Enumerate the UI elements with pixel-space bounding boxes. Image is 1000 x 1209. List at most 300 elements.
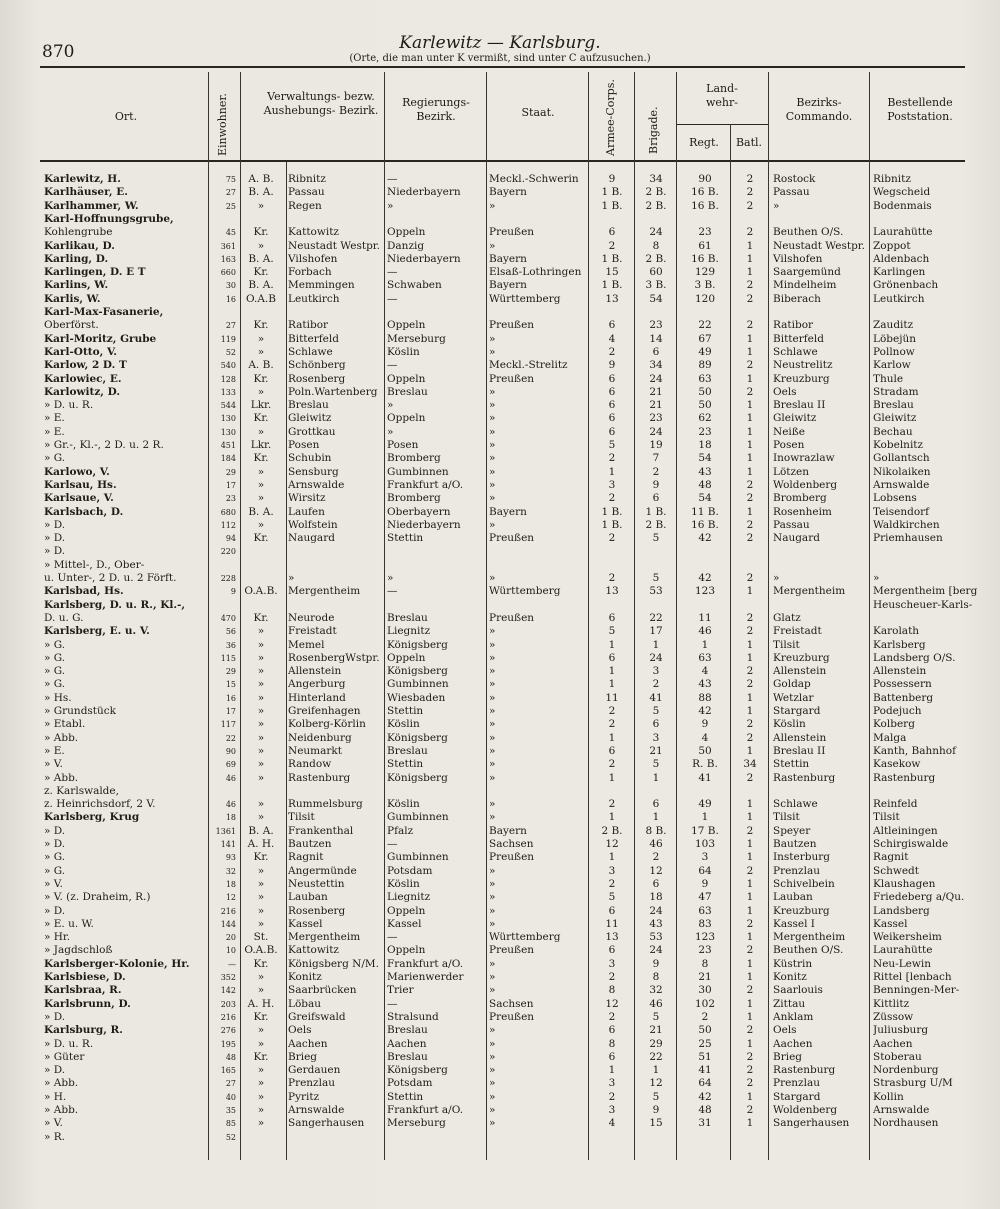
state: » — [489, 718, 496, 731]
government-district: Oppeln — [387, 904, 426, 917]
post-station: Priemhausen — [873, 532, 943, 545]
brigade: 53 — [649, 585, 663, 598]
header-verwaltung: Verwaltungs- bezw. Aushebungs- Bezirk. — [263, 90, 379, 117]
district-command: Küstrin — [773, 957, 813, 970]
inhabitants: 195 — [220, 1039, 236, 1049]
district-command: Mindelheim — [773, 279, 837, 292]
inhabitants: 27 — [225, 321, 236, 331]
place-name: Karlsbrunn, D. — [44, 997, 131, 1010]
post-station: Allenstein — [873, 665, 927, 678]
place-name: Karlsberg, D. u. R., Kl.-, — [44, 598, 186, 611]
state: » — [489, 465, 496, 478]
administrative-district: Laufen — [288, 505, 325, 518]
state: Bayern — [489, 824, 527, 837]
brigade: 41 — [649, 691, 663, 704]
district-type: » — [257, 425, 265, 438]
landwehr-battalion: 2 — [746, 1104, 754, 1116]
landwehr-regiment: 49 — [698, 798, 712, 811]
post-station: Tilsit — [873, 811, 900, 824]
administrative-district: Tilsit — [288, 811, 315, 824]
district-command: Stargard — [773, 1090, 821, 1103]
brigade: 60 — [649, 266, 663, 279]
landwehr-regiment: 61 — [698, 239, 712, 252]
state: » — [489, 638, 496, 651]
brigade: 46 — [649, 997, 663, 1010]
landwehr-battalion: 1 — [746, 651, 754, 664]
place-name: » D. — [44, 518, 66, 531]
brigade: 5 — [652, 1010, 660, 1023]
landwehr-battalion: 1 — [746, 971, 754, 983]
landwehr-regiment: 50 — [698, 399, 712, 412]
district-type: » — [257, 1037, 265, 1050]
brigade: 32 — [649, 984, 663, 997]
state: » — [489, 984, 496, 997]
landwehr-battalion: 2 — [746, 186, 754, 199]
army-corps: 2 — [608, 798, 616, 811]
post-station: Benningen-Mer- — [873, 984, 960, 997]
inhabitants: 35 — [225, 1106, 236, 1115]
government-district: Stettin — [387, 758, 424, 771]
landwehr-regiment: 41 — [698, 1064, 712, 1077]
inhabitants: 69 — [225, 760, 236, 770]
government-district: Frankfurt a/O. — [387, 957, 464, 970]
district-command: Bromberg — [773, 492, 827, 505]
landwehr-battalion: 1 — [746, 838, 754, 850]
landwehr-battalion: 2 — [746, 771, 754, 784]
post-station: Altleiningen — [873, 824, 938, 837]
administrative-district: Arnswalde — [288, 478, 345, 491]
district-type: » — [257, 891, 265, 904]
landwehr-regiment: 17 B. — [691, 824, 719, 837]
state: » — [489, 1104, 496, 1116]
district-type: » — [257, 518, 265, 531]
inhabitants: — — [228, 959, 236, 969]
state: » — [489, 572, 496, 584]
post-station: Aldenbach — [873, 252, 930, 265]
district-command: Neustrelitz — [773, 359, 833, 372]
army-corps: 1 — [608, 638, 616, 651]
brigade: 1 B. — [645, 505, 667, 518]
district-type: Kr. — [253, 266, 269, 279]
district-command: Posen — [773, 439, 805, 451]
state: Preußen — [489, 611, 535, 624]
army-corps: 8 — [608, 1037, 616, 1050]
landwehr-battalion: 2 — [746, 478, 754, 491]
place-name: Kohlengrube — [44, 226, 113, 239]
district-command: Neiße — [773, 425, 805, 438]
government-district: — — [387, 931, 398, 944]
inhabitants: 216 — [220, 1012, 236, 1022]
district-type: » — [257, 651, 265, 664]
administrative-district: Saarbrücken — [288, 984, 357, 997]
government-district: Merseburg — [387, 1117, 446, 1130]
landwehr-battalion: 1 — [746, 266, 754, 279]
state: » — [489, 239, 496, 252]
army-corps: 3 — [608, 864, 616, 877]
landwehr-regiment: 42 — [698, 1090, 712, 1103]
brigade: 9 — [652, 478, 660, 491]
brigade: 24 — [649, 651, 663, 664]
state: Preußen — [489, 532, 535, 545]
brigade: 12 — [649, 864, 663, 877]
district-command: Passau — [773, 518, 810, 531]
district-type: » — [257, 199, 265, 212]
landwehr-regiment: R. B. — [692, 758, 718, 771]
place-name: » Abb. — [44, 1077, 79, 1090]
post-station: Karlingen — [873, 266, 926, 279]
government-district: Stettin — [387, 705, 424, 717]
landwehr-regiment: 50 — [698, 744, 712, 757]
header-ort: Ort. — [114, 110, 138, 123]
post-station: Pollnow — [873, 345, 915, 358]
inhabitants: 29 — [225, 467, 236, 477]
landwehr-battalion: 2 — [746, 917, 754, 930]
brigade: 2 — [652, 465, 660, 478]
landwehr-regiment: 120 — [694, 292, 716, 305]
inhabitants: 9 — [230, 587, 236, 597]
government-district: — — [387, 292, 398, 305]
inhabitants: 216 — [220, 906, 236, 916]
district-command: Stargard — [773, 705, 821, 717]
army-corps: 15 — [605, 266, 619, 279]
state: » — [489, 492, 496, 505]
post-station: Reinfeld — [873, 798, 918, 811]
inhabitants: 115 — [220, 653, 236, 663]
inhabitants: 18 — [225, 879, 236, 889]
place-name: Karl-Max-Fasanerie, — [44, 306, 164, 318]
place-name: » D. — [44, 532, 66, 545]
landwehr-battalion: 34 — [743, 758, 757, 771]
administrative-district: Löbau — [288, 997, 322, 1010]
district-command: Speyer — [773, 824, 811, 837]
landwehr-regiment: 46 — [698, 625, 712, 638]
place-name: » Abb. — [44, 771, 79, 784]
post-station: Thule — [873, 372, 904, 385]
place-name: » D. — [44, 838, 66, 850]
brigade: 23 — [649, 412, 663, 425]
state: » — [489, 1117, 496, 1130]
government-district: » — [387, 199, 394, 212]
landwehr-battalion: 2 — [746, 492, 754, 505]
district-type: » — [257, 864, 265, 877]
district-command: Neustadt Westpr. — [773, 239, 865, 252]
landwehr-battalion: 2 — [746, 532, 754, 545]
army-corps: 6 — [608, 399, 616, 412]
header-regierung: Regierungs- Bezirk. — [402, 96, 470, 123]
administrative-district: Neustadt Westpr. — [288, 239, 380, 252]
district-command: Inowrazlaw — [773, 452, 835, 465]
place-name: » Grundstück — [44, 705, 117, 717]
state: Preußen — [489, 1010, 535, 1023]
district-command: Schlawe — [773, 345, 818, 358]
landwehr-battalion: 1 — [746, 811, 754, 824]
army-corps: 2 — [608, 1010, 616, 1023]
landwehr-regiment: 1 — [701, 638, 709, 651]
place-name: Karl-Otto, V. — [44, 345, 117, 358]
government-district: — — [387, 359, 398, 372]
administrative-district: Wirsitz — [288, 492, 326, 505]
district-type: » — [257, 332, 265, 345]
state: » — [489, 1064, 496, 1077]
brigade: 5 — [652, 572, 660, 584]
state: » — [489, 877, 496, 890]
landwehr-regiment: 47 — [698, 891, 712, 904]
government-district: Königsberg — [387, 1064, 448, 1077]
landwehr-battalion: 2 — [746, 1024, 754, 1037]
post-station: Bechau — [873, 425, 913, 438]
place-name: Karlsburg, R. — [44, 1024, 123, 1037]
brigade: 6 — [652, 492, 660, 505]
post-station: Schwedt — [873, 864, 919, 877]
government-district: Oppeln — [387, 412, 426, 425]
army-corps: 2 — [608, 492, 616, 505]
administrative-district: Gerdauen — [288, 1064, 341, 1077]
post-station: Arnswalde — [873, 1104, 930, 1116]
landwehr-battalion: 1 — [746, 798, 754, 811]
government-district: Posen — [387, 439, 419, 451]
page-title: Karlewitz — Karlsburg. — [399, 33, 601, 53]
administrative-district: Memmingen — [288, 279, 355, 292]
district-type: A. H. — [247, 997, 275, 1010]
army-corps: 1 — [608, 665, 616, 678]
landwehr-regiment: 23 — [698, 944, 712, 957]
government-district: Trier — [387, 984, 414, 997]
landwehr-regiment: 88 — [698, 691, 712, 704]
inhabitants: 25 — [225, 201, 236, 211]
district-type: » — [257, 691, 265, 704]
government-district: Köslin — [387, 345, 420, 358]
landwehr-battalion: 2 — [746, 518, 754, 531]
brigade: 22 — [649, 1050, 663, 1063]
government-district: Pfalz — [387, 824, 414, 837]
place-name: » Abb. — [44, 1104, 79, 1116]
landwehr-regiment: 51 — [698, 1050, 712, 1063]
landwehr-regiment: 16 B. — [691, 518, 719, 531]
post-station: Mergentheim [berg — [873, 585, 978, 598]
brigade: 15 — [649, 1117, 663, 1130]
post-station: Wegscheid — [873, 186, 931, 199]
landwehr-regiment: 123 — [694, 931, 716, 944]
inhabitants: 12 — [225, 893, 236, 903]
landwehr-battalion: 1 — [746, 705, 754, 717]
army-corps: 12 — [605, 838, 619, 850]
army-corps: 4 — [608, 1117, 616, 1130]
state: » — [489, 758, 496, 771]
army-corps: 1 B. — [601, 252, 623, 265]
administrative-district: Angermünde — [288, 864, 357, 877]
header-armeekorps: Armee-Corps. — [604, 79, 617, 156]
post-station: Karlow — [873, 359, 911, 372]
district-type: A. H. — [247, 838, 275, 850]
brigade: 19 — [649, 439, 663, 451]
landwehr-regiment: 22 — [698, 319, 712, 332]
state: Württemberg — [489, 585, 561, 598]
district-type: » — [257, 492, 265, 505]
government-district: Danzig — [387, 239, 425, 252]
state: » — [489, 678, 496, 691]
district-command: Stettin — [773, 758, 810, 771]
post-station: Stradam — [873, 385, 919, 398]
landwehr-battalion: 1 — [746, 465, 754, 478]
district-type: » — [257, 665, 265, 678]
administrative-district: Arnswalde — [288, 1104, 345, 1116]
place-name: Karlewitz, H. — [44, 173, 121, 185]
administrative-district: Sensburg — [288, 465, 339, 478]
state: Preußen — [489, 944, 535, 957]
header-bezirkskommando: Bezirks- Commando. — [785, 96, 853, 123]
brigade: 2 B. — [645, 186, 667, 199]
state: » — [489, 1090, 496, 1103]
district-command: Tilsit — [773, 638, 800, 651]
army-corps: 2 — [608, 532, 616, 545]
brigade: 23 — [649, 319, 663, 332]
administrative-district: Passau — [288, 186, 325, 199]
landwehr-battalion: 1 — [746, 425, 754, 438]
district-type: O.A.B. — [244, 585, 278, 598]
district-command: Allenstein — [773, 731, 827, 744]
administrative-district: Gleiwitz — [288, 412, 332, 425]
state: » — [489, 798, 496, 811]
landwehr-regiment: 11 B. — [691, 505, 719, 518]
inhabitants: 85 — [225, 1119, 236, 1129]
post-station: Ribnitz — [873, 173, 911, 185]
government-district: Oppeln — [387, 319, 426, 332]
government-district: — — [387, 838, 398, 850]
government-district: Bromberg — [387, 492, 441, 505]
government-district: Stettin — [387, 1090, 424, 1103]
district-command: Passau — [773, 186, 810, 199]
post-station: » — [873, 572, 880, 584]
district-type: » — [257, 638, 265, 651]
district-command: Schivelbein — [773, 877, 835, 890]
landwehr-battalion: 2 — [746, 319, 754, 332]
administrative-district: Schubin — [288, 452, 332, 465]
district-type: » — [257, 731, 265, 744]
district-type: » — [257, 705, 265, 717]
administrative-district: Greifswald — [288, 1010, 346, 1023]
place-name: Oberförst. — [44, 319, 99, 332]
landwehr-regiment: 50 — [698, 385, 712, 398]
landwehr-regiment: 54 — [698, 452, 712, 465]
landwehr-regiment: 67 — [698, 332, 712, 345]
district-command: Goldap — [773, 678, 811, 691]
administrative-district: Ratibor — [288, 319, 329, 332]
place-name: » G. — [44, 678, 66, 691]
district-type: » — [257, 877, 265, 890]
army-corps: 2 — [608, 758, 616, 771]
inhabitants: 119 — [220, 334, 236, 344]
post-station: Waldkirchen — [873, 518, 940, 531]
government-district: » — [387, 572, 394, 584]
landwehr-battalion: 1 — [746, 877, 754, 890]
landwehr-battalion: 1 — [746, 744, 754, 757]
header-einwohner: Einwohner. — [216, 93, 229, 156]
brigade: 2 B. — [645, 518, 667, 531]
landwehr-battalion: 1 — [746, 412, 754, 425]
landwehr-regiment: 63 — [698, 651, 712, 664]
district-command: » — [773, 572, 780, 584]
landwehr-battalion: 1 — [746, 904, 754, 917]
landwehr-battalion: 1 — [746, 332, 754, 345]
inhabitants: 36 — [225, 640, 236, 650]
district-type: » — [257, 798, 265, 811]
district-command: Kassel I — [773, 917, 815, 930]
administrative-district: Allenstein — [288, 665, 342, 678]
army-corps: 2 — [608, 971, 616, 983]
state: » — [489, 705, 496, 717]
brigade: 54 — [649, 292, 663, 305]
place-name: » D. — [44, 824, 66, 837]
district-type: Kr. — [253, 319, 269, 332]
army-corps: 1 — [608, 851, 616, 864]
brigade: 3 B. — [645, 279, 667, 292]
state: » — [489, 199, 496, 212]
brigade: 43 — [649, 917, 663, 930]
district-type: » — [257, 744, 265, 757]
landwehr-regiment: 9 — [701, 877, 709, 890]
post-station: Löbejün — [873, 332, 917, 345]
landwehr-regiment: 3 B. — [694, 279, 716, 292]
place-name: Karlowitz, D. — [44, 385, 120, 398]
district-command: Breslau II — [773, 399, 826, 412]
brigade: 46 — [649, 838, 663, 850]
post-station: Bodenmais — [873, 199, 932, 212]
state: » — [489, 452, 496, 465]
district-command: Kreuzburg — [773, 904, 830, 917]
administrative-district: Bautzen — [288, 838, 332, 850]
army-corps: 1 B. — [601, 199, 623, 212]
landwehr-regiment: 62 — [698, 412, 712, 425]
district-type: » — [257, 771, 265, 784]
brigade: 53 — [649, 931, 663, 944]
government-district: Gumbinnen — [387, 811, 449, 824]
army-corps: 6 — [608, 1050, 616, 1063]
landwehr-regiment: 50 — [698, 1024, 712, 1037]
brigade: 34 — [649, 359, 663, 372]
state: » — [489, 478, 496, 491]
administrative-district: Lauban — [288, 891, 328, 904]
government-district: Bromberg — [387, 452, 441, 465]
place-name: » Gr.-, Kl.-, 2 D. u. 2 R. — [44, 439, 164, 451]
brigade: 21 — [649, 744, 663, 757]
district-command: Glatz — [773, 611, 801, 624]
inhabitants: 117 — [220, 720, 236, 730]
state: » — [489, 1024, 496, 1037]
place-name: » G. — [44, 665, 66, 678]
administrative-district: Brieg — [288, 1050, 318, 1063]
place-name: Karl-Hoffnungsgrube, — [44, 212, 174, 225]
place-name: » G. — [44, 864, 66, 877]
landwehr-regiment: 11 — [698, 611, 712, 624]
district-command: Beuthen O/S. — [773, 226, 844, 239]
army-corps: 1 — [608, 771, 616, 784]
brigade: 6 — [652, 877, 660, 890]
post-station: Ragnit — [873, 851, 909, 864]
government-district: Breslau — [387, 1024, 428, 1037]
place-name: Karlsbiese, D. — [44, 971, 126, 983]
brigade: 29 — [649, 1037, 663, 1050]
state: » — [489, 971, 496, 983]
administrative-district: Kolberg-Körlin — [288, 718, 366, 731]
state: » — [489, 864, 496, 877]
district-type: » — [257, 1117, 265, 1130]
state: Bayern — [489, 186, 527, 199]
district-command: Tilsit — [773, 811, 800, 824]
government-district: Kassel — [387, 917, 422, 930]
place-name: Karlsbraa, R. — [44, 984, 122, 997]
state: Elsaß-Lothringen — [489, 266, 582, 279]
brigade: 9 — [652, 957, 660, 970]
